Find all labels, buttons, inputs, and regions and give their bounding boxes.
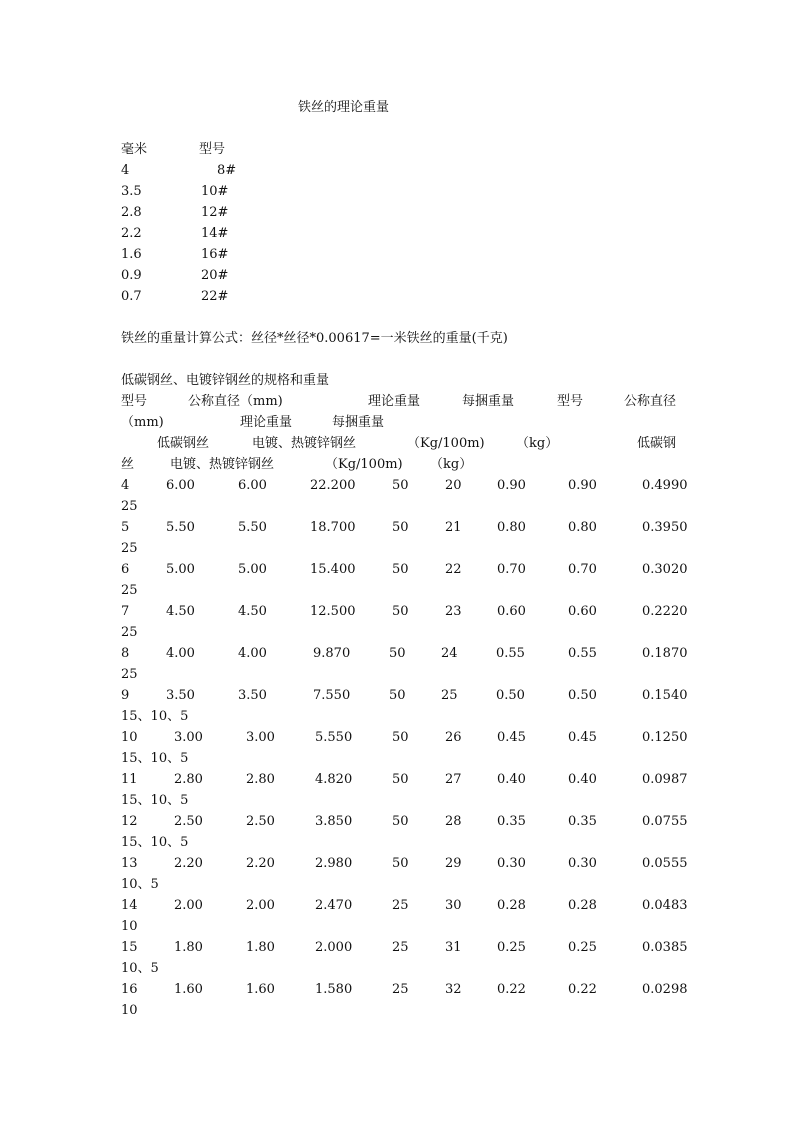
spec-cell-diam-galv-2: 0.50 xyxy=(568,688,597,703)
spec-cell-diam-galv: 4.50 xyxy=(238,604,267,619)
spec-cell-weight-2: 0.0755 xyxy=(642,814,688,829)
spec-cell-diam-galv: 2.80 xyxy=(246,772,275,787)
spec-cell-bundle: 50 xyxy=(392,520,409,535)
spec-header-model-2: 型号 xyxy=(557,394,584,409)
spec-cell-weight-2: 0.3950 xyxy=(642,520,688,535)
spec-cell-model: 4 xyxy=(121,478,130,493)
spec-cell-model-2: 31 xyxy=(445,940,462,955)
spec-cell-diam-low-2: 0.80 xyxy=(497,520,526,535)
simple-cell-model: 8# xyxy=(217,163,237,178)
spec-cell-weight: 15.400 xyxy=(310,562,356,577)
spec-cell-weight-2: 0.4990 xyxy=(642,478,688,493)
spec-header-mm-unit: （mm) xyxy=(121,415,164,430)
spec-cell-diam-low: 6.00 xyxy=(166,478,195,493)
spec-cell-model-2: 26 xyxy=(445,730,462,745)
spec-cell-diam-galv: 6.00 xyxy=(238,478,267,493)
spec-cell-weight-2: 0.0298 xyxy=(642,982,688,997)
spec-cell-diam-low: 4.00 xyxy=(166,646,195,661)
simple-cell-model: 22# xyxy=(201,289,229,304)
spec-cell-diam-galv: 5.00 xyxy=(238,562,267,577)
spec-cell-model: 15 xyxy=(121,940,138,955)
spec-cell-model: 13 xyxy=(121,856,138,871)
spec-cell-bundle-2: 15、10、5 xyxy=(121,835,189,850)
spec-cell-bundle-2: 15、10、5 xyxy=(121,793,189,808)
spec-cell-model: 10 xyxy=(121,730,138,745)
spec-cell-model-2: 22 xyxy=(445,562,462,577)
spec-cell-diam-galv: 2.00 xyxy=(246,898,275,913)
spec-header-diameter: 公称直径（mm) xyxy=(188,394,283,409)
spec-cell-weight: 5.550 xyxy=(315,730,353,745)
spec-cell-diam-low-2: 0.50 xyxy=(496,688,525,703)
spec-cell-diam-low-2: 0.25 xyxy=(497,940,526,955)
simple-cell-mm: 4 xyxy=(121,163,130,178)
spec-cell-weight: 3.850 xyxy=(315,814,353,829)
spec-cell-diam-galv-2: 0.40 xyxy=(568,772,597,787)
spec-cell-weight: 1.580 xyxy=(315,982,353,997)
spec-cell-bundle: 50 xyxy=(392,814,409,829)
spec-cell-diam-galv: 3.50 xyxy=(238,688,267,703)
spec-cell-model: 8 xyxy=(121,646,130,661)
simple-cell-model: 10# xyxy=(201,184,229,199)
spec-cell-model: 12 xyxy=(121,814,138,829)
spec-cell-model-2: 32 xyxy=(445,982,462,997)
spec-header-galvanized-2: 电镀、热镀锌钢丝 xyxy=(170,457,275,472)
spec-cell-diam-galv: 2.50 xyxy=(246,814,275,829)
spec-cell-weight: 7.550 xyxy=(313,688,351,703)
spec-cell-bundle-2: 10、5 xyxy=(121,961,159,976)
spec-header-kg100m: （Kg/100m) xyxy=(407,436,485,451)
spec-cell-diam-low-2: 0.55 xyxy=(496,646,525,661)
spec-cell-diam-galv-2: 0.90 xyxy=(568,478,597,493)
spec-header-weight-2: 理论重量 xyxy=(240,415,293,430)
spec-cell-weight-2: 0.0483 xyxy=(642,898,688,913)
simple-cell-mm: 2.8 xyxy=(121,205,142,220)
spec-cell-model-2: 28 xyxy=(445,814,462,829)
spec-header-kg: （kg） xyxy=(516,436,559,451)
spec-cell-weight-2: 0.0987 xyxy=(642,772,688,787)
spec-cell-model-2: 24 xyxy=(441,646,458,661)
spec-cell-weight-2: 0.0555 xyxy=(642,856,688,871)
spec-cell-model: 11 xyxy=(121,772,138,787)
spec-cell-diam-galv-2: 0.60 xyxy=(568,604,597,619)
spec-cell-diam-low-2: 0.90 xyxy=(497,478,526,493)
spec-cell-bundle-2: 25 xyxy=(121,583,138,598)
spec-cell-bundle: 25 xyxy=(392,898,409,913)
spec-cell-diam-low-2: 0.40 xyxy=(497,772,526,787)
spec-cell-bundle-2: 10 xyxy=(121,1003,138,1018)
simple-header-model: 型号 xyxy=(199,142,226,157)
spec-cell-bundle-2: 15、10、5 xyxy=(121,751,189,766)
spec-cell-model-2: 29 xyxy=(445,856,462,871)
spec-title: 低碳钢丝、电镀锌钢丝的规格和重量 xyxy=(121,373,330,388)
spec-header-diameter-2: 公称直径 xyxy=(624,394,677,409)
spec-cell-weight: 2.000 xyxy=(315,940,353,955)
spec-cell-bundle-2: 25 xyxy=(121,625,138,640)
spec-header-wire-cont: 丝 xyxy=(121,457,135,472)
spec-cell-bundle: 50 xyxy=(392,730,409,745)
spec-cell-weight-2: 0.2220 xyxy=(642,604,688,619)
spec-cell-diam-galv-2: 0.28 xyxy=(568,898,597,913)
spec-cell-bundle: 50 xyxy=(392,856,409,871)
spec-cell-diam-galv: 4.00 xyxy=(238,646,267,661)
simple-cell-model: 20# xyxy=(201,268,229,283)
spec-cell-weight-2: 0.1540 xyxy=(642,688,688,703)
spec-cell-model-2: 21 xyxy=(445,520,462,535)
spec-cell-diam-galv: 2.20 xyxy=(246,856,275,871)
spec-cell-diam-low-2: 0.30 xyxy=(497,856,526,871)
spec-cell-weight: 12.500 xyxy=(310,604,356,619)
simple-cell-mm: 3.5 xyxy=(121,184,142,199)
simple-cell-mm: 0.9 xyxy=(121,268,142,283)
simple-cell-mm: 0.7 xyxy=(121,289,142,304)
spec-cell-diam-low-2: 0.45 xyxy=(497,730,526,745)
spec-cell-diam-low-2: 0.35 xyxy=(497,814,526,829)
spec-header-low-carbon: 低碳钢丝 xyxy=(157,436,210,451)
spec-cell-weight: 4.820 xyxy=(315,772,353,787)
simple-cell-mm: 2.2 xyxy=(121,226,142,241)
spec-cell-model-2: 23 xyxy=(445,604,462,619)
spec-cell-weight: 22.200 xyxy=(310,478,356,493)
simple-cell-model: 14# xyxy=(201,226,229,241)
simple-cell-mm: 1.6 xyxy=(121,247,142,262)
spec-cell-diam-low: 2.50 xyxy=(174,814,203,829)
spec-cell-diam-galv: 3.00 xyxy=(246,730,275,745)
spec-cell-weight-2: 0.1870 xyxy=(642,646,688,661)
page-title: 铁丝的理论重量 xyxy=(298,100,390,115)
spec-cell-bundle: 50 xyxy=(392,604,409,619)
spec-cell-bundle: 50 xyxy=(389,688,406,703)
spec-cell-diam-low: 5.50 xyxy=(166,520,195,535)
spec-cell-diam-galv-2: 0.70 xyxy=(568,562,597,577)
spec-cell-bundle-2: 25 xyxy=(121,667,138,682)
spec-cell-bundle: 50 xyxy=(392,478,409,493)
spec-header-bundle-2: 每捆重量 xyxy=(332,415,385,430)
spec-cell-diam-galv-2: 0.25 xyxy=(568,940,597,955)
simple-cell-model: 12# xyxy=(201,205,229,220)
spec-cell-bundle: 50 xyxy=(392,562,409,577)
spec-cell-bundle-2: 25 xyxy=(121,499,138,514)
simple-cell-model: 16# xyxy=(201,247,229,262)
spec-cell-diam-low-2: 0.28 xyxy=(497,898,526,913)
spec-cell-bundle: 50 xyxy=(389,646,406,661)
formula-text: 铁丝的重量计算公式：丝径*丝径*0.00617=一米铁丝的重量(千克) xyxy=(121,331,508,346)
spec-cell-weight: 9.870 xyxy=(313,646,351,661)
spec-cell-diam-galv-2: 0.22 xyxy=(568,982,597,997)
spec-cell-weight-2: 0.1250 xyxy=(642,730,688,745)
spec-cell-model: 14 xyxy=(121,898,138,913)
spec-cell-bundle: 25 xyxy=(392,940,409,955)
spec-header-kg-2: （kg） xyxy=(430,457,473,472)
spec-header-low-carbon-2: 低碳钢 xyxy=(637,436,677,451)
spec-header-bundle: 每捆重量 xyxy=(462,394,515,409)
spec-cell-weight-2: 0.0385 xyxy=(642,940,688,955)
spec-cell-diam-galv: 1.60 xyxy=(246,982,275,997)
spec-cell-diam-low: 1.80 xyxy=(174,940,203,955)
spec-cell-diam-low: 3.50 xyxy=(166,688,195,703)
spec-cell-bundle-2: 25 xyxy=(121,541,138,556)
spec-cell-diam-galv-2: 0.30 xyxy=(568,856,597,871)
spec-cell-diam-galv-2: 0.45 xyxy=(568,730,597,745)
spec-cell-model-2: 25 xyxy=(441,688,458,703)
spec-cell-model-2: 20 xyxy=(445,478,462,493)
spec-cell-bundle-2: 10、5 xyxy=(121,877,159,892)
spec-cell-diam-galv-2: 0.80 xyxy=(568,520,597,535)
spec-cell-diam-low: 1.60 xyxy=(174,982,203,997)
spec-cell-diam-low-2: 0.70 xyxy=(497,562,526,577)
spec-header-model: 型号 xyxy=(121,394,148,409)
spec-cell-diam-low: 3.00 xyxy=(174,730,203,745)
spec-cell-diam-low: 2.80 xyxy=(174,772,203,787)
simple-header-mm: 毫米 xyxy=(121,142,148,157)
spec-cell-weight-2: 0.3020 xyxy=(642,562,688,577)
spec-cell-bundle: 25 xyxy=(392,982,409,997)
spec-cell-bundle-2: 10 xyxy=(121,919,138,934)
spec-cell-bundle-2: 15、10、5 xyxy=(121,709,189,724)
spec-cell-diam-galv-2: 0.35 xyxy=(568,814,597,829)
spec-cell-model: 7 xyxy=(121,604,130,619)
spec-cell-model: 16 xyxy=(121,982,138,997)
spec-header-galvanized: 电镀、热镀锌钢丝 xyxy=(252,436,357,451)
spec-cell-model: 9 xyxy=(121,688,130,703)
spec-cell-model-2: 30 xyxy=(445,898,462,913)
spec-cell-diam-low-2: 0.22 xyxy=(497,982,526,997)
spec-cell-model-2: 27 xyxy=(445,772,462,787)
spec-cell-model: 5 xyxy=(121,520,130,535)
spec-cell-diam-galv-2: 0.55 xyxy=(568,646,597,661)
spec-cell-diam-low: 2.20 xyxy=(174,856,203,871)
spec-cell-diam-galv: 5.50 xyxy=(238,520,267,535)
spec-cell-diam-low: 4.50 xyxy=(166,604,195,619)
spec-cell-model: 6 xyxy=(121,562,130,577)
spec-cell-weight: 2.980 xyxy=(315,856,353,871)
spec-cell-weight: 18.700 xyxy=(310,520,356,535)
spec-header-weight: 理论重量 xyxy=(368,394,421,409)
spec-cell-bundle: 50 xyxy=(392,772,409,787)
spec-cell-diam-low-2: 0.60 xyxy=(497,604,526,619)
spec-cell-diam-low: 5.00 xyxy=(166,562,195,577)
spec-cell-diam-galv: 1.80 xyxy=(246,940,275,955)
spec-cell-weight: 2.470 xyxy=(315,898,353,913)
spec-cell-diam-low: 2.00 xyxy=(174,898,203,913)
spec-header-kg100m-2: （Kg/100m) xyxy=(325,457,403,472)
